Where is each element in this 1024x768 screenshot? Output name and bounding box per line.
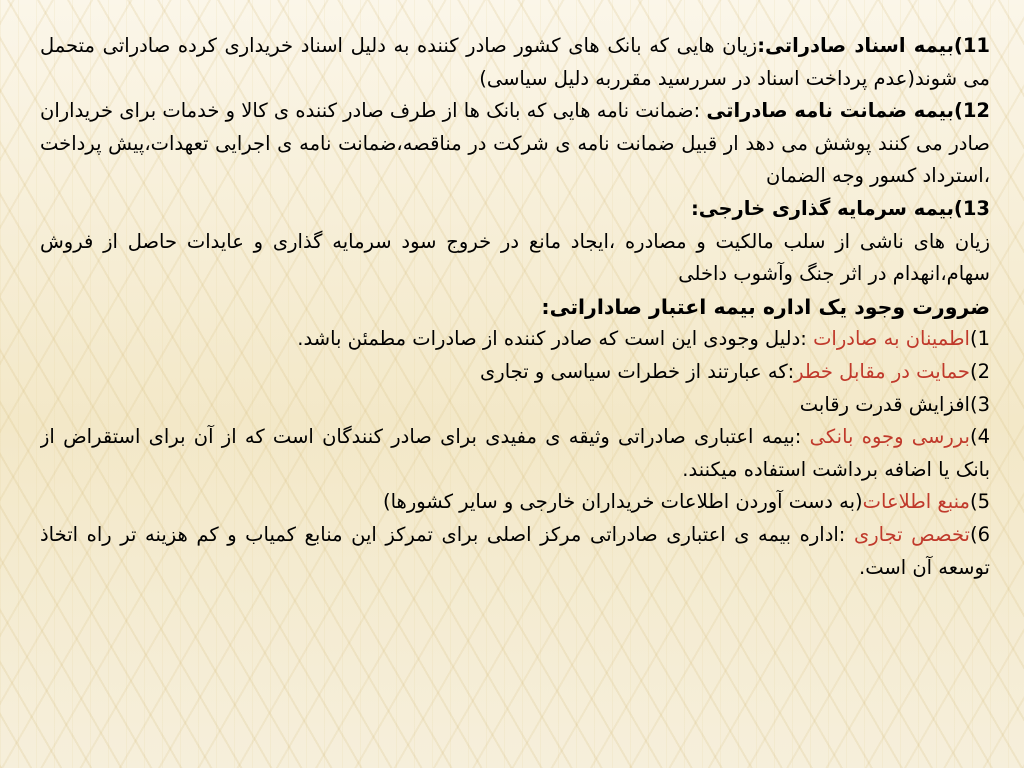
item-13-text [40, 226, 990, 291]
item-11 [40, 30, 990, 95]
reason-5-number: 5) [969, 490, 990, 514]
slide-text-body [40, 30, 990, 584]
reason-5-text: (به دست آوردن اطلاعات خریداران خارجی و سایر کشورها) [382, 490, 863, 514]
item-11-heading: 11)بیمه اسناد صادراتی: [757, 34, 990, 57]
reason-1-term: اطمینان به صادرات [813, 327, 970, 351]
item-13-body: زیان های ناشی از سلب مالکیت و مصادره ،ایجاد مانع در خروج سود سرمایه گذاری و عایدات حاصل از فروش سهام،انهدام در اثر جنگ وآشوب داخلی [40, 229, 990, 286]
reason-5 [40, 486, 990, 519]
reason-4-text: :بیمه اعتباری صادراتی وثیقه ی مفیدی برای صادر کنندگان است که از آن برای استقراض از بانک یا اضافه برداشت استفاده میکنند. [40, 425, 990, 481]
reason-6 [40, 519, 990, 584]
reason-1 [40, 323, 990, 356]
reason-5-term: منبع اطلاعات [862, 490, 970, 514]
item-12-body: :ضمانت نامه هایی که بانک ها از طرف صادر کننده ی کالا و خدمات برای خریداران صادر می کنند پوشش می دهد ار قبیل ضمانت نامه ی شرکت در مناقصه،ضمانت نامه ی اجرایی تعهدات،پیش پرداخت ،استرداد کسور وجه الضمان [40, 99, 990, 188]
reason-2-term: حمایت در مقابل خطر [794, 359, 970, 383]
reason-4-number: 4) [969, 425, 990, 449]
item-13-heading: 13)بیمه سرمایه گذاری خارجی: [690, 196, 990, 220]
item-12-heading: 12)بیمه ضمانت نامه صادراتی [706, 99, 990, 123]
reason-2-number: 2) [969, 359, 990, 383]
item-13 [40, 193, 990, 226]
reason-3-number: 3) [969, 392, 990, 416]
reason-4 [40, 421, 990, 486]
item-11-body: زیان هایی که بانک های کشور صادر کننده به دلیل اسناد خریداری کرده صادراتی متحمل می شوند(عدم پرداخت اسناد در سررسید مقرربه دلیل سیاسی) [40, 34, 990, 90]
reason-3-text: افزایش قدرت رقابت [799, 392, 970, 416]
reason-4-term: بررسی وجوه بانکی [809, 425, 970, 449]
slide-content [40, 30, 990, 750]
reason-2 [40, 356, 990, 389]
reason-6-text: :اداره بیمه ی اعتباری صادراتی مرکز اصلی برای تمرکز این منابع کمیاب و کم هزینه تر راه اتخاذ توسعه آن است. [40, 522, 990, 579]
reason-2-text: :که عبارتند از خطرات سیاسی و تجاری [480, 359, 795, 383]
reason-1-text: :دلیل وجودی این است که صادر کننده از صادرات مطمئن باشد. [297, 327, 814, 351]
reason-3 [40, 389, 990, 422]
necessity-heading: ضرورت وجود یک اداره بیمه اعتبار صاداراتی: [541, 294, 990, 319]
reason-6-term: تخصص تجاری [853, 522, 970, 546]
reason-6-number: 6) [969, 522, 990, 546]
item-12 [40, 95, 990, 193]
reason-1-number: 1) [969, 327, 990, 351]
